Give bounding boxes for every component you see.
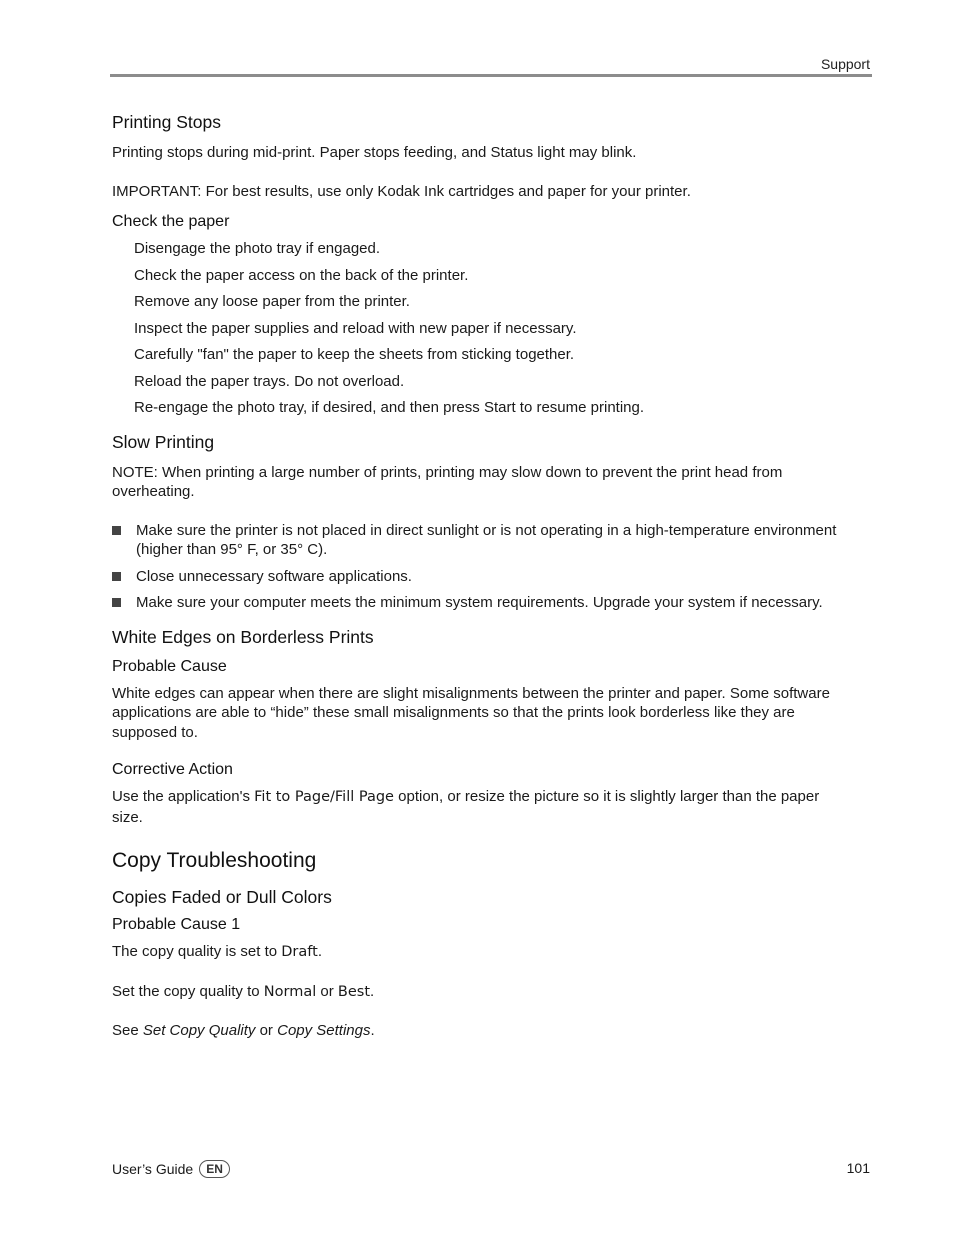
footer-guide — [112, 1160, 230, 1178]
step-item: Inspect the paper supplies and reload with new paper if necessary. — [134, 319, 577, 337]
printing-stops-heading: Printing Stops — [112, 112, 221, 132]
step-item: Check the paper access on the back of the printer. — [134, 266, 469, 284]
probable-cause-heading: Probable Cause — [112, 657, 227, 675]
language-badge-icon: EN — [199, 1160, 230, 1178]
page-number: 101 — [846, 1160, 870, 1176]
step-item: Re-engage the photo tray, if desired, and then press Start to resume printing. — [134, 399, 645, 416]
page-content — [112, 112, 854, 1060]
step-item: Remove any loose paper from the printer. — [134, 293, 410, 310]
copy-quality-draft-text: The copy quality is set to Draft. — [112, 943, 322, 960]
square-bullet-icon — [112, 572, 121, 581]
header-section: Support — [820, 56, 870, 72]
probable-cause-text: White edges can appear when there are slight misalignments between the printer and paper. Some software applications are able to “hide” these small misalignments so that the prints look borderless like they are supposed to. — [112, 684, 830, 741]
square-bullet-icon — [112, 598, 121, 607]
check-paper-steps — [134, 239, 854, 418]
step-item: Carefully "fan" the paper to keep the sheets from sticking together. — [134, 346, 575, 363]
slow-printing-heading: Slow Printing — [112, 431, 215, 452]
slow-printing-note: NOTE: When printing a large number of prints, printing may slow down to prevent the print head from overheating. — [112, 463, 783, 500]
corrective-action-text: Use the application's Fit to Page/Fill Page option, or resize the picture so it is slightly larger than the paper size. — [112, 788, 820, 826]
footer-guide-label: User’s Guide — [112, 1161, 194, 1177]
ui-option-name: Normal — [263, 983, 317, 1000]
ui-option-name: Fit to Page/Fill Page — [254, 789, 394, 805]
see-also-text: See Set Copy Quality or Copy Settings. — [112, 1022, 375, 1039]
step-item: Reload the paper trays. Do not overload. — [134, 372, 405, 390]
bullet-text: Close unnecessary software applications. — [136, 567, 412, 585]
ui-option-name: Draft — [281, 944, 318, 960]
check-paper-heading: Check the paper — [112, 213, 230, 230]
bullet-text: Make sure your computer meets the minimum system requirements. Upgrade your system if necessary. — [136, 594, 823, 611]
printing-stops-description: Printing stops during mid-print. Paper stops feeding, and Status light may blink. — [112, 144, 637, 161]
probable-cause-1-heading: Probable Cause 1 — [112, 916, 241, 933]
important-note: IMPORTANT: For best results, use only Kodak Ink cartridges and paper for your printer. — [112, 182, 691, 200]
copy-quality-set-text: Set the copy quality to Normal or Best. — [112, 982, 375, 1000]
corrective-action-heading: Corrective Action — [112, 761, 233, 778]
square-bullet-icon — [112, 526, 121, 535]
cross-reference-link: Set Copy Quality — [142, 1022, 256, 1039]
header-rule — [110, 74, 872, 77]
white-edges-heading: White Edges on Borderless Prints — [112, 626, 374, 647]
cross-reference-link: Copy Settings — [277, 1022, 371, 1039]
copy-troubleshooting-heading: Copy Troubleshooting — [112, 849, 317, 872]
slow-printing-bullets — [112, 521, 854, 613]
copies-faded-heading: Copies Faded or Dull Colors — [112, 887, 332, 907]
bullet-text: Make sure the printer is not placed in direct sunlight or is not operating in a high-temperature environment (higher than 95° F, or 35° C). — [136, 521, 837, 558]
bullet-item — [112, 521, 854, 560]
step-item: Disengage the photo tray if engaged. — [134, 240, 381, 257]
bullet-item — [112, 567, 854, 587]
ui-option-name: Best — [337, 983, 371, 1000]
bullet-item — [112, 593, 854, 613]
